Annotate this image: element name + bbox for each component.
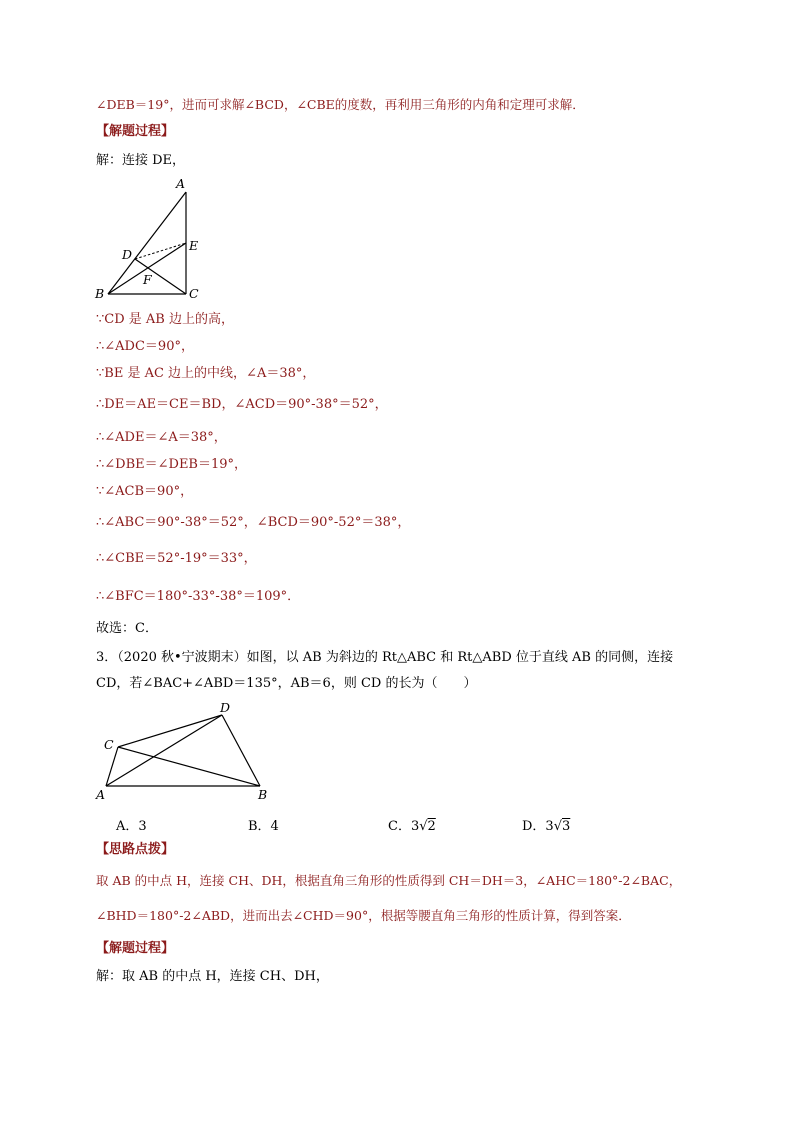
option-c[interactable] [388,815,436,834]
answer-line: 故选：C． [96,621,158,636]
step-5: ∴∠ADE＝∠A＝38°， [96,430,227,445]
step-4: ∴DE＝AE＝CE＝BD，∠ACD＝90°-38°＝52°， [96,397,388,412]
option-b[interactable]: B．4 [248,819,279,834]
step-1: ∵CD 是 AB 边上的高， [96,312,234,327]
label-E: E [189,238,199,253]
hint-heading: 【思路点拨】 [96,842,175,857]
step-2: ∴∠ADC＝90°， [96,339,194,354]
step-9: ∴∠CBE＝52°-19°＝33°， [96,551,257,566]
option-d-radicand: 3 [562,819,571,834]
question-3-line-2: CD，若∠BAC+∠ABD＝135°，AB＝6，则 CD 的长为（ ） [96,676,477,691]
solution-start: 解：连接 DE， [96,153,186,168]
step-6: ∴∠DBE＝∠DEB＝19°， [96,457,248,472]
sqrt-icon: √ [419,819,428,834]
step-10: ∴∠BFC＝180°-33°-38°＝109°． [96,589,301,604]
option-d[interactable] [522,815,570,834]
label-A: A [176,176,186,191]
label-D: D [122,247,133,262]
option-d-text: D．3 [522,819,554,834]
label-B: B [258,787,268,802]
option-a[interactable]: A．3 [116,819,147,834]
option-c-radicand: 2 [427,819,436,834]
sqrt-icon: √ [553,819,562,834]
solution-heading-2: 【解题过程】 [96,941,175,956]
label-A: A [96,787,106,802]
hint-line-2: ∠BHD＝180°-2∠ABD，进而出去∠CHD＝90°，根据等腰直角三角形的性质计算，得到答案． [96,908,631,923]
option-c-text: C．3 [388,819,420,834]
label-D: D [220,700,231,715]
solution-heading: 【解题过程】 [96,124,175,139]
question-3-line-1: 3．（2020 秋•宁波期末）如图，以 AB 为斜边的 Rt△ABC 和 Rt△ABD 位于直线 AB 的同侧，连接 [96,650,674,665]
top-note: ∠DEB＝19°，进而可求解∠BCD，∠CBE的度数，再利用三角形的内角和定理可求解． [96,97,585,112]
label-C: C [104,737,114,752]
label-C: C [189,286,199,301]
quadrilateral-figure-2 [90,698,280,808]
triangle-figure-1 [90,172,215,307]
solution-start-2: 解：取 AB 的中点 H，连接 CH、DH， [96,969,329,984]
label-F: F [143,272,152,287]
step-8: ∴∠ABC＝90°-38°＝52°，∠BCD＝90°-52°＝38°， [96,515,411,530]
step-3: ∵BE 是 AC 边上的中线，∠A＝38°， [96,366,316,381]
label-B: B [95,286,105,301]
hint-line-1: 取 AB 的中点 H，连接 CH、DH，根据直角三角形的性质得到 CH＝DH＝3，∠AHC＝180°-2∠BAC， [96,873,682,888]
step-7: ∵∠ACB＝90°， [96,484,194,499]
